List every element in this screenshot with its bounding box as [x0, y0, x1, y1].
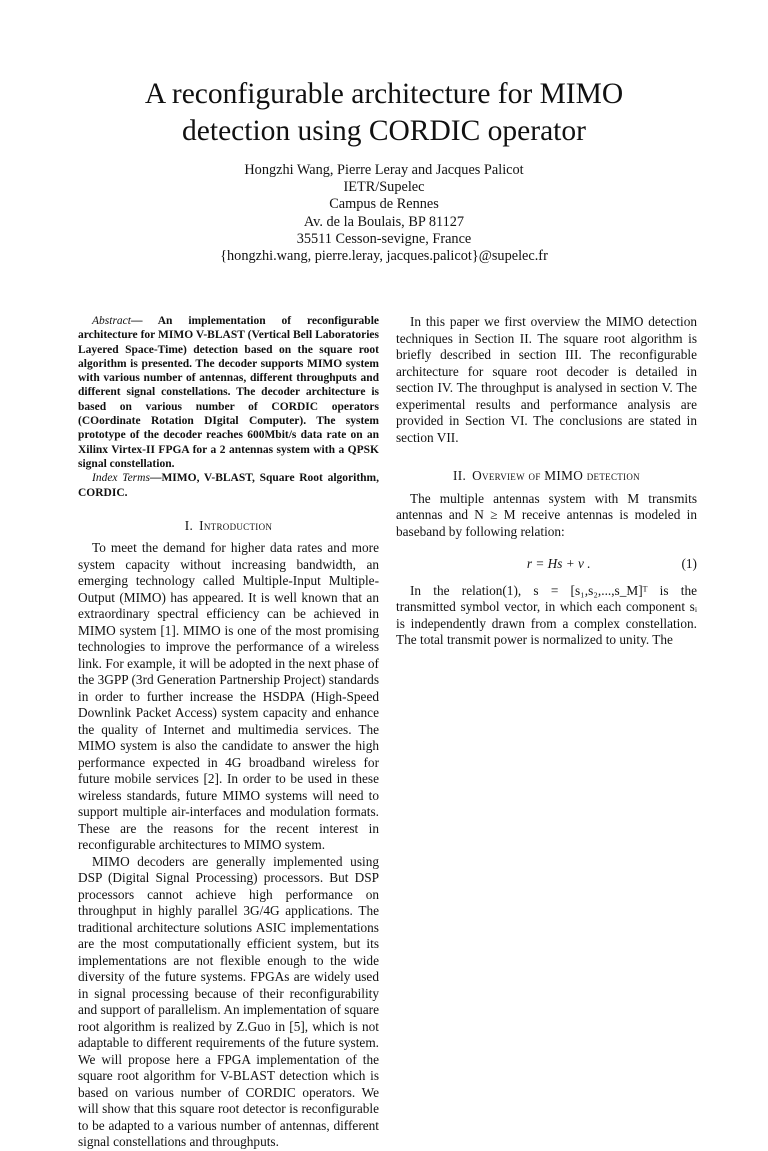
- abstract: [78, 314, 379, 471]
- section-1-title: Introduction: [199, 517, 273, 533]
- abstract-text: — An implementation of reconfigurable architecture for MIMO V-BLAST (Vertical Bell Laboratories Layered Space-Time) detection based on the square root algorithm is presented. The decoder supports MIMO system with various number of antennas, different throughputs and different signal constellations. The decoder architecture is based on various number of CORDIC operators (COordinate Rotation DIgital Computer). The system prototype of the decoder reaches 600Mbit/s data rate on an Xilinx Virtex-II FPGA for a 2 antennas system with a QPSK signal constellation.: [78, 315, 379, 470]
- right-column: [396, 314, 697, 649]
- index-terms-label: Index Terms: [92, 472, 150, 485]
- street-address: Av. de la Boulais, BP 81127: [303, 213, 465, 230]
- affiliation: IETR/Supelec: [343, 179, 425, 196]
- index-terms-text: —MIMO, V-BLAST, Square Root algorithm, CORDIC.: [78, 472, 379, 499]
- mimo-paragraph-2: In the relation(1), s = [s₁,s₂,...,s_M]ᵀ is the transmitted symbol vector, in which each component sᵢ is independently drawn from a complex constellation. The total transmit power is normalized to unity. The: [396, 582, 697, 647]
- equation-number: (1): [681, 556, 697, 571]
- intro-paragraph-3: In this paper we first overview the MIMO detection techniques in Section II. The square root algorithm is briefly described in section III. The reconfigurable architecture for square root decoder is detailed in section IV. The throughput is analysed in section V. The experimental results and performance analysis are provided in Section VI. The conclusions are stated in section VII.: [396, 314, 697, 445]
- city-address: 35511 Cesson-sevigne, France: [296, 230, 472, 247]
- title-line-1: A reconfigurable architecture for MIMO: [144, 78, 624, 110]
- section-2-number: II.: [453, 468, 467, 483]
- abstract-label: Abstract: [92, 315, 131, 327]
- author-emails: {hongzhi.wang, pierre.leray, jacques.palicot}@supelec.fr: [220, 248, 548, 265]
- equation-1: [396, 556, 697, 573]
- index-terms: [78, 471, 379, 500]
- intro-paragraph-2: MIMO decoders are generally implemented using DSP (Digital Signal Processing) processors. But DSP processors cannot achieve high performance on throughput in highly parallel 3G/4G applications. The traditional architecture solutions ASIC implementations are the most computationally efficient system, but its implementations are not flexible enough to the wide diversity of the future systems. FPGAs are widely used in signal processing because of their reconfigurability and support of parallelism. An implementation of square root algorithm is realized by Z.Guo in [5], which is not adaptable to different requirements of the future system. We will propose here a FPGA implementation of the square root algorithm for V-BLAST detection which is based on various number of CORDIC operators. We will show that this square root detector is reconfigurable to be adapted to a various number of antennas, different signal constellations and throughputs.: [78, 853, 379, 1150]
- equation-body: r = Hs + v .: [526, 556, 591, 571]
- section-2-title: Overview of MIMO detection: [472, 468, 640, 483]
- campus: Campus de Rennes: [329, 196, 439, 213]
- section-1-number: I.: [184, 517, 194, 533]
- paper-title: [60, 76, 708, 150]
- section-2-heading: [396, 468, 697, 485]
- intro-paragraph-1: To meet the demand for higher data rates and more system capacity without increasing bandwidth, an emerging technology called Multiple-Input Multiple-Output (MIMO) has appeared. It is well known that an extraordinary spectral efficiency can be achieved in MIMO system [1]. MIMO is one of the most promising technologies to improve the performance of a wireless link. For example, it will be adopted in the next phase of the 3GPP (3rd Generation Partnership Project) standards in order to further increase the HSDPA (High-Speed Downlink Packet Access) system capacity and enhance the quality of Internet and multimedia services. The MIMO system is also the candidate to answer the high performance expected in 4G broadband wireless for future mobile services [2]. In order to be used in these wireless standards, future MIMO systems will need to support multiple air-interfaces and modulation formats. These are the reasons for the recent interest in reconfigurable architectures to MIMO system.: [78, 540, 379, 853]
- title-line-2: detection using CORDIC operator: [182, 115, 586, 147]
- author-block: [100, 162, 668, 265]
- author-names: Hongzhi Wang, Pierre Leray and Jacques Palicot: [244, 162, 524, 178]
- left-column: [78, 314, 379, 1151]
- section-1-heading: [78, 518, 379, 535]
- mimo-paragraph-1: The multiple antennas system with M transmits antennas and N ≥ M receive antennas is modeled in baseband by following relation:: [396, 490, 697, 539]
